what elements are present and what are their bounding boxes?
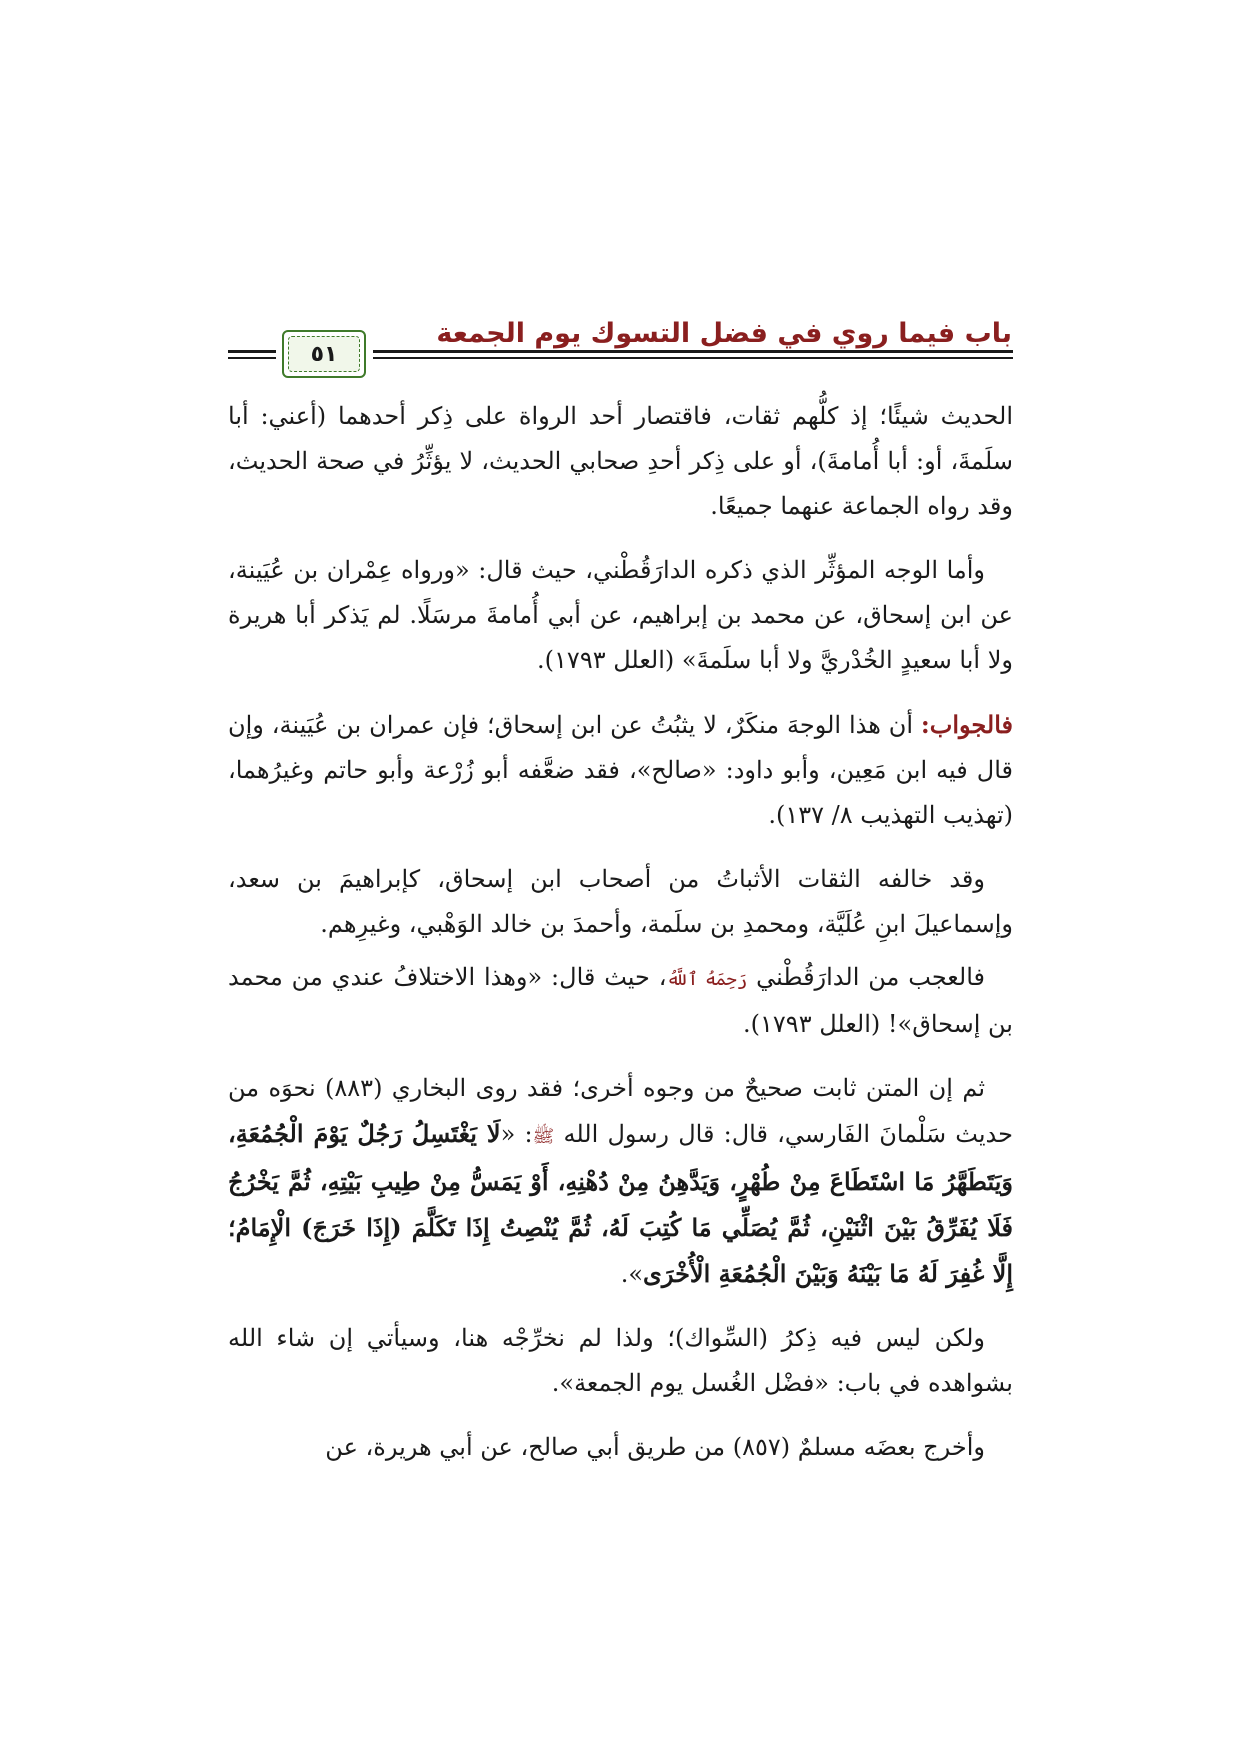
honorific-glyph: ﷺ (532, 1126, 555, 1147)
header-rule (228, 350, 276, 353)
paragraph-text: ». (620, 1260, 644, 1288)
paragraph: وأما الوجه المؤثِّر الذي ذكره الدارَقُطْني، حيث قال: «ورواه عِمْران بن عُيَينة، عن ابن إسحاق، عن محمد بن إبراهيم، عن أبي أُمامةَ مرسَلًا. لم يَذكر أبا هريرة ولا أبا سعيدٍ الخُدْريَّ ولا أبا سلَمةَ» (العلل ١٧٩٣). (228, 556, 1013, 674)
page-number-badge (282, 330, 366, 378)
paragraph: وقد خالفه الثقات الأثباتُ من أصحاب ابن إسحاق، كإبراهيمَ بن سعد، وإسماعيلَ ابنِ عُلَيَّة، ومحمدِ بن سلَمة، وأحمدَ بن خالد الوَهْبي، وغيرِهم. (228, 865, 1013, 938)
paragraph-text: ثم إن المتن ثابت صحيحٌ من وجوه أخرى؛ فقد روى البخاري (٨٨٣) نحوَه من حديث سَلْمانَ الفَارسي، قال: قال رسول الله (228, 1074, 1013, 1148)
paragraph: ولكن ليس فيه ذِكرُ (السِّواك)؛ ولذا لم نخرِّجْه هنا، وسيأتي إن شاء الله بشواهده في باب: «فضْل الغُسل يوم الجمعة». (228, 1324, 1013, 1397)
paragraph (228, 702, 1013, 838)
header-rule (228, 357, 276, 359)
header-rule (373, 350, 1013, 353)
paragraph: وأخرج بعضَه مسلمٌ (٨٥٧) من طريق أبي صالح، عن أبي هريرة، عن (325, 1433, 985, 1461)
hadith-text: لَا يَغْتَسِلُ رَجُلٌ يَوْمَ الْجُمُعَةِ، وَيَتَطَهَّرُ مَا اسْتَطَاعَ مِنْ طُهْرٍ، وَيَدَّهِنُ مِنْ دُهْنِهِ، أَوْ يَمَسُّ مِنْ طِيبِ بَيْتِهِ، ثُمَّ يَخْرُجُ فَلَا يُفَرِّقُ بَيْنَ اثْنَيْنِ، ثُمَّ يُصَلِّي مَا كُتِبَ لَهُ، ثُمَّ يُنْصِتُ إِذَا تَكَلَّمَ (إِذَا خَرَجَ) الْإِمَامُ؛ إِلَّا غُفِرَ لَهُ مَا بَيْنَهُ وَبَيْنَ الْجُمُعَةِ الْأُخْرَى (228, 1119, 1013, 1288)
header-rule (373, 357, 1013, 359)
answer-lead: فالجواب: (920, 710, 1013, 739)
paragraph: الحديث شيئًا؛ إذ كلُّهم ثقات، فاقتصار أحد الرواة على ذِكر أحدهما (أعني: أبا سلَمةَ، أو: أبا أُمامةَ)، أو على ذِكر أحدِ صحابي الحديث، لا يؤثِّرُ في صحة الحديث، وقد رواه الجماعة عنهما جميعًا. (228, 402, 1013, 520)
paragraph-text: فالعجب من الدارَقُطْني (747, 963, 985, 991)
honorific-glyph: رَحِمَهُ ٱللَّهُ (666, 969, 748, 990)
paragraph (228, 955, 1013, 1047)
page-body (228, 394, 1013, 1489)
paragraph (228, 1066, 1013, 1297)
paragraph-text: : « (500, 1120, 533, 1148)
page-number-frame (288, 336, 360, 372)
chapter-title: باب فيما روي في فضل التسوك يوم الجمعة (436, 318, 1012, 349)
page-number: ٥١ (310, 341, 338, 367)
paragraph-text: أن هذا الوجهَ منكَرٌ، لا يثبُتُ عن ابن إسحاق؛ فإن عمران بن عُيَينة، وإن قال فيه ابن مَعِين، وأبو داود: «صالح»، فقد ضعَّفه أبو زُرْعة وأبو حاتم وغيرُهما، (تهذيب التهذيب ٨/ ١٣٧). (228, 711, 1014, 829)
paragraph-text: ، حيث قال: «وهذا الاختلافُ عندي من محمد بن إسحاق»! (العلل ١٧٩٣). (228, 963, 1013, 1038)
